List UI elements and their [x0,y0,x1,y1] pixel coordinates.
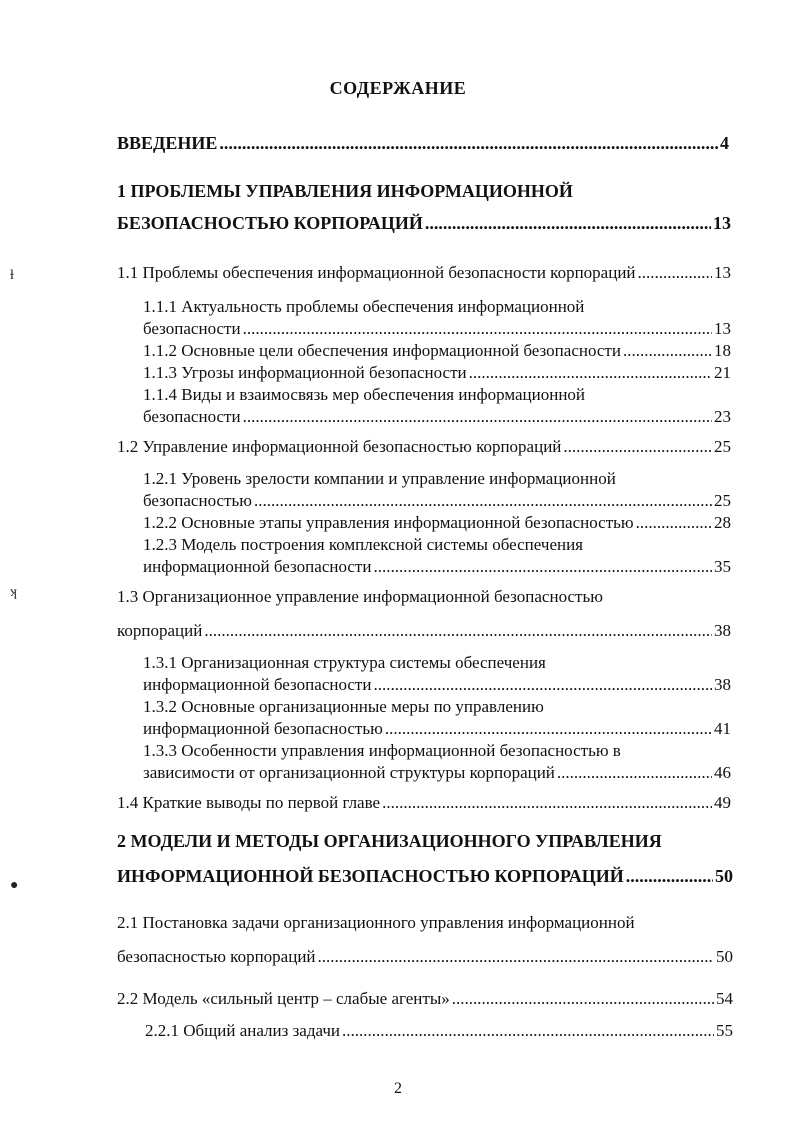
toc-entry-1-1-2[interactable] [143,340,731,362]
scan-artifact-mark: ʞ [10,585,17,600]
toc-leader-dots [219,132,718,154]
toc-leader-dots [382,792,712,814]
toc-leader-dots [243,318,712,340]
toc-leader-dots [425,212,711,234]
toc-entry-text: 1.1 Проблемы обеспечения информационной безопасности корпораций [117,263,636,282]
toc-1-3-line1[interactable]: 1.3 Организационное управление информационной безопасностью [117,587,603,606]
toc-entry-1-2-2[interactable] [143,512,731,534]
toc-leader-dots [557,762,712,784]
toc-page-number: 25 [714,491,731,510]
toc-page-number: 50 [716,947,733,966]
toc-1-3-1-line1[interactable]: 1.3.1 Организационная структура системы обеспечения [143,653,546,672]
toc-page-number: 41 [714,719,731,738]
toc-leader-dots [623,340,712,362]
toc-entry-1-2-1[interactable] [143,490,731,512]
toc-entry-1-2[interactable] [117,436,731,458]
toc-leader-dots [636,512,712,534]
toc-entry-text: 2.2 Модель «сильный центр – слабые агенты» [117,989,450,1008]
toc-entry-text: корпораций [117,621,203,640]
toc-entry-text: БЕЗОПАСНОСТЬЮ КОРПОРАЦИЙ [117,213,423,233]
toc-leader-dots [469,362,712,384]
toc-entry-text: информационной безопасности [143,675,372,694]
toc-entry-text: информационной безопасностью [143,719,383,738]
scan-artifact-mark: ɫ [10,268,14,283]
toc-chapter2-line1[interactable]: 2 МОДЕЛИ И МЕТОДЫ ОРГАНИЗАЦИОННОГО УПРАВЛЕНИЯ [117,831,662,851]
toc-leader-dots [342,1020,714,1042]
toc-leader-dots [373,556,712,578]
toc-1-1-1-line1[interactable]: 1.1.1 Актуальность проблемы обеспечения информационной [143,297,585,316]
toc-leader-dots [373,674,712,696]
toc-entry-1-1-4[interactable] [143,406,731,428]
toc-entry-1-3-2[interactable] [143,718,731,740]
toc-entry-1-1-3[interactable] [143,362,731,384]
toc-page-number: 25 [714,437,731,456]
toc-entry-ch1[interactable] [117,212,731,234]
toc-chapter1-line1[interactable]: 1 ПРОБЛЕМЫ УПРАВЛЕНИЯ ИНФОРМАЦИОННОЙ [117,181,573,201]
toc-entry-text: безопасности [143,407,241,426]
toc-page-number: 49 [714,793,731,812]
toc-page-number: 38 [714,675,731,694]
toc-page-number: 4 [720,133,729,153]
toc-page-number: 55 [716,1021,733,1040]
toc-1-2-3-line1[interactable]: 1.2.3 Модель построения комплексной системы обеспечения [143,535,583,554]
toc-entry-text: безопасности [143,319,241,338]
toc-page-number: 54 [716,989,733,1008]
toc-entry-1-1[interactable] [117,262,731,284]
page-number: 2 [394,1080,402,1097]
toc-entry-text: 1.4 Краткие выводы по первой главе [117,793,381,812]
toc-entry-text: 1.2.2 Основные этапы управления информационной безопасностью [143,513,634,532]
toc-leader-dots [385,718,712,740]
toc-leader-dots [318,946,714,968]
toc-entry-text: безопасностью корпораций [117,947,316,966]
toc-1-2-1-line1[interactable]: 1.2.1 Уровень зрелости компании и управление информационной [143,469,616,488]
toc-1-1-4-line1[interactable]: 1.1.4 Виды и взаимосвязь мер обеспечения информационной [143,385,586,404]
toc-entry-1-3[interactable] [117,620,731,642]
toc-entry-text: 1.1.2 Основные цели обеспечения информационной безопасности [143,341,621,360]
toc-1-3-2-line1[interactable]: 1.3.2 Основные организационные меры по управлению [143,697,544,716]
toc-page-number: 38 [714,621,731,640]
toc-1-3-3-line1[interactable]: 1.3.3 Особенности управления информационной безопасностью в [143,741,621,760]
toc-2-1-line1[interactable]: 2.1 Постановка задачи организационного управления информационной [117,913,635,932]
toc-entry-text: информационной безопасности [143,557,372,576]
toc-entry-1-2-3[interactable] [143,556,731,578]
toc-entry-ch2[interactable] [117,865,733,887]
toc-leader-dots [563,436,712,458]
toc-entry-text: 1.1.3 Угрозы информационной безопасности [143,363,467,382]
toc-page-number: 18 [714,341,731,360]
toc-entry-text: зависимости от организационной структуры корпораций [143,763,555,782]
toc-entry-1-3-3[interactable] [143,762,731,784]
toc-page-number: 13 [714,263,731,282]
toc-page-number: 13 [714,319,731,338]
toc-page-number: 28 [714,513,731,532]
toc-entry-text: безопасностью [143,491,252,510]
toc-entry-text: 2.2.1 Общий анализ задачи [145,1021,341,1040]
scan-artifact-mark: ● [10,878,19,893]
toc-leader-dots [254,490,712,512]
toc-entry-text: 1.2 Управление информационной безопасностью корпораций [117,437,562,456]
toc-leader-dots [638,262,712,284]
toc-page-number: 35 [714,557,731,576]
toc-page-number: 46 [714,763,731,782]
toc-page-number: 13 [713,213,731,233]
toc-entry-1-3-1[interactable] [143,674,731,696]
toc-entry-text: ИНФОРМАЦИОННОЙ БЕЗОПАСНОСТЬЮ КОРПОРАЦИЙ [117,866,624,886]
toc-page-number: 50 [715,866,733,886]
toc-leader-dots [243,406,712,428]
toc-entry-text: ВВЕДЕНИЕ [117,133,218,153]
toc-leader-dots [452,988,714,1010]
toc-entry-1-4[interactable] [117,792,731,814]
toc-entry-2-2[interactable] [117,988,733,1010]
toc-entry-2-1[interactable] [117,946,733,968]
toc-page-number: 21 [714,363,731,382]
page-title: СОДЕРЖАНИЕ [329,78,467,98]
toc-entry-2-2-1[interactable] [145,1020,733,1042]
toc-entry-1-1-1[interactable] [143,318,731,340]
toc-page-number: 23 [714,407,731,426]
toc-entry-intro[interactable] [117,132,729,154]
toc-leader-dots [626,865,713,887]
toc-leader-dots [204,620,712,642]
